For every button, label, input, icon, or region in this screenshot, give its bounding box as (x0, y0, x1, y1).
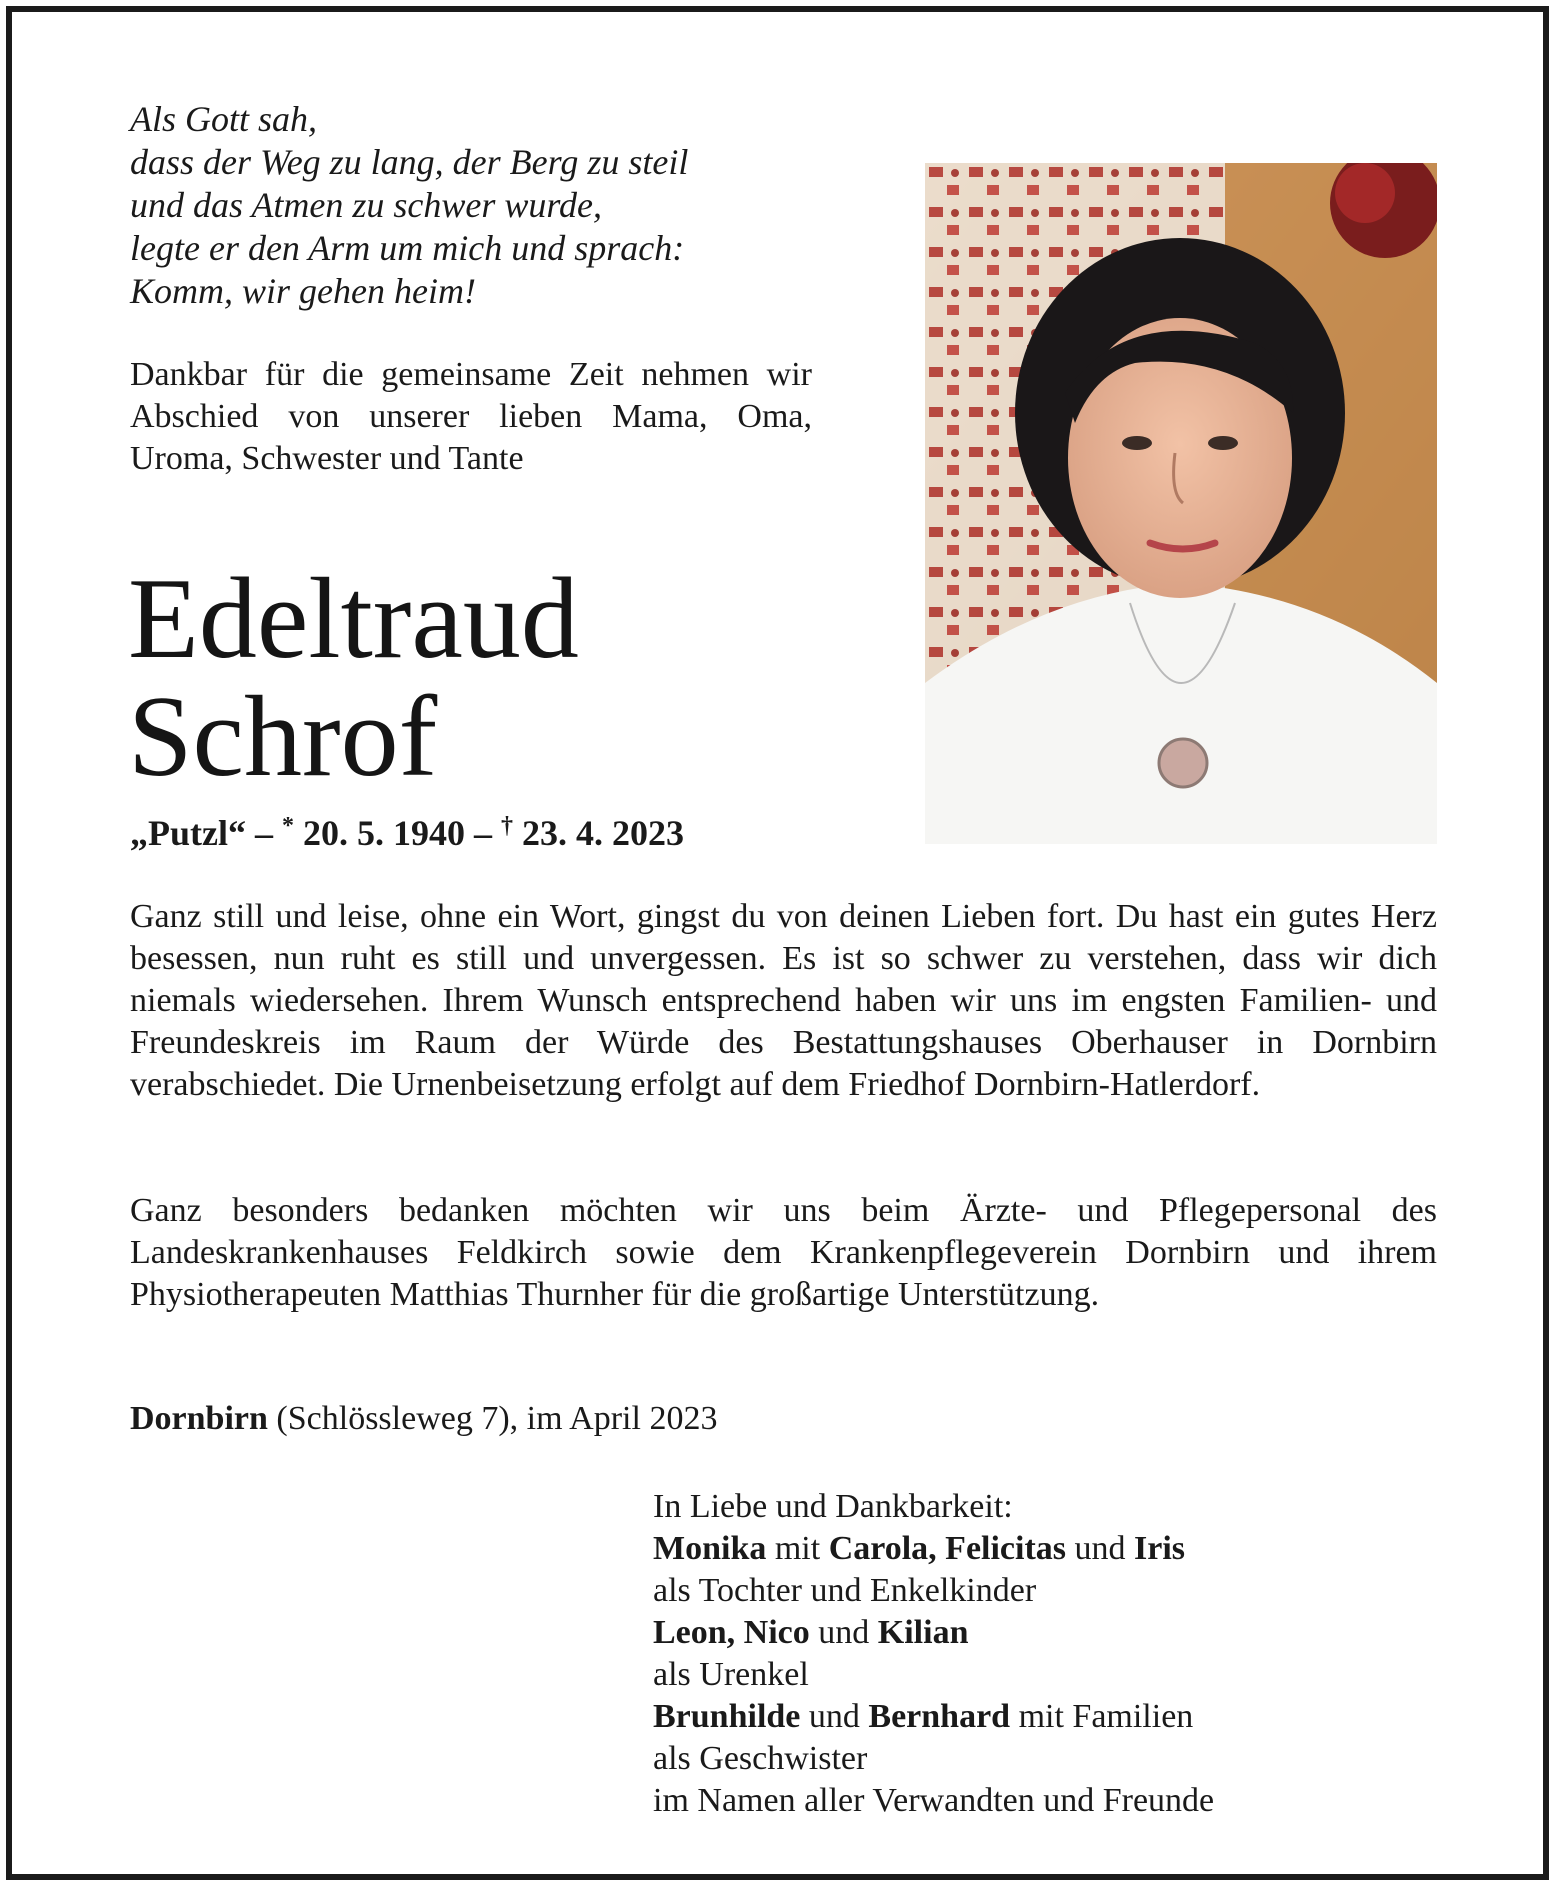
connector: und (1066, 1530, 1135, 1567)
poem-line: Komm, wir gehen heim! (130, 271, 476, 311)
poem-line: und das Atmen zu schwer wurde, (130, 185, 602, 225)
place-detail: (Schlössleweg 7), im April 2023 (267, 1400, 718, 1437)
signer-name: Iris (1134, 1530, 1186, 1567)
signed-line: im Namen aller Verwandten und Freunde (653, 1782, 1215, 1819)
portrait-photo (925, 163, 1437, 844)
paragraph-1: Ganz still und leise, ohne ein Wort, gingst du von deinen Lieben fort. Du hast ein gutes Herz besessen, nun ruht es still und unvergessen. Es ist so schwer zu verstehen, dass wir dich niemals wiedersehen. Ihrem Wunsch entsprechend haben wir uns im engsten Familien- und Freundeskreis im Raum der Würde des Bestattungshauses Oberhauser in Dornbirn verabschiedet. Die Urnenbeisetzung erfolgt auf dem Friedhof Dornbirn-Hatlerdorf. (130, 898, 1437, 1103)
signed-line: In Liebe und Dankbarkeit: (653, 1488, 1013, 1525)
signer-name: Brunhilde (653, 1698, 801, 1735)
signer-name: Kilian (877, 1614, 969, 1651)
poem-line: dass der Weg zu lang, der Berg zu steil (130, 142, 689, 182)
place-date (130, 1400, 717, 1438)
life-dates (130, 812, 684, 854)
separator: – (464, 813, 501, 853)
signed-line (653, 1696, 1214, 1738)
signed-line: als Urenkel (653, 1656, 809, 1693)
connector: und (800, 1698, 869, 1735)
signer-name: Leon, Nico (653, 1614, 810, 1651)
birth-symbol: * (281, 813, 294, 839)
connector: mit Familien (1010, 1698, 1194, 1735)
signer-name: Bernhard (868, 1698, 1011, 1735)
connector: und (809, 1614, 878, 1651)
signed-line (653, 1612, 1214, 1654)
signed-line (653, 1528, 1214, 1570)
signer-name: Carola, Felicitas (828, 1530, 1067, 1567)
last-name: Schrof (128, 673, 438, 801)
paragraph-2: Ganz besonders bedanken möchten wir uns beim Ärzte- und Pflegepersonal des Landeskrankenhauses Feldkirch sowie dem Krankenpflegeverein Dornbirn und ihrem Physiotherapeuten Matthias Thurnher für die großartige Unterstützung. (130, 1192, 1437, 1313)
death-symbol: † (500, 813, 513, 839)
place-city: Dornbirn (130, 1400, 268, 1437)
poem-line: legte er den Arm um mich und sprach: (130, 228, 685, 268)
nickname: „Putzl“ (130, 813, 246, 853)
birth-date: 20. 5. 1940 (293, 813, 465, 853)
poem (130, 98, 688, 313)
signed-line: als Tochter und Enkelkinder (653, 1572, 1037, 1609)
death-date: 23. 4. 2023 (512, 813, 684, 853)
portrait-illustration (925, 163, 1437, 844)
signed-line: als Geschwister (653, 1740, 868, 1777)
signer-name: Monika (653, 1530, 767, 1567)
connector: mit (766, 1530, 829, 1567)
separator: – (245, 813, 282, 853)
signatories (653, 1486, 1214, 1822)
first-name: Edeltraud (128, 555, 579, 683)
deceased-name (128, 555, 579, 801)
poem-line: Als Gott sah, (130, 99, 318, 139)
intro-text: Dankbar für die gemeinsame Zeit nehmen wir Abschied von unserer lieben Mama, Oma, Uroma, Schwester und Tante (130, 356, 812, 477)
